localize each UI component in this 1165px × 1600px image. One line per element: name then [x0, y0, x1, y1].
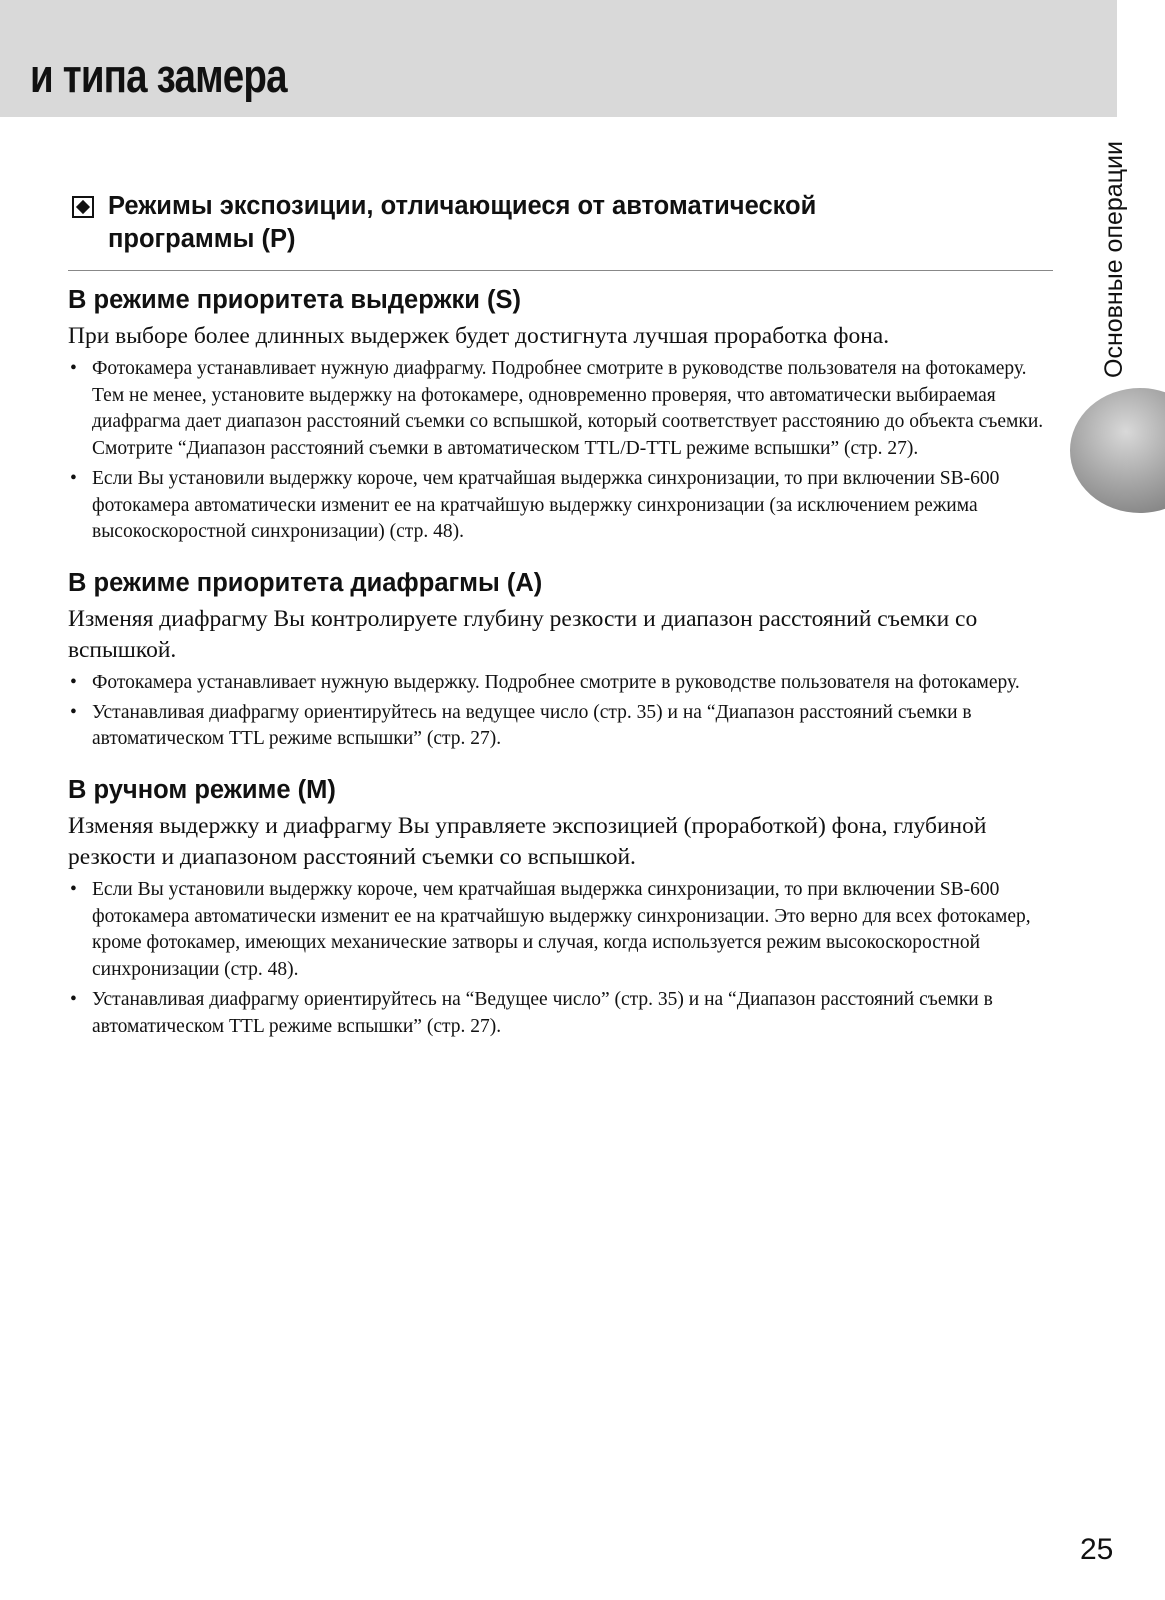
page-number: 25 — [1080, 1533, 1114, 1566]
section-title: В режиме приоритета выдержки (S) — [68, 286, 522, 314]
list-item: • Устанавливая диафрагму ориентируйтесь на ведущее число (стр. 35) и на “Диапазон расстояний съемки в автоматическом TTL режиме вспышки” (стр. 27). — [68, 700, 1053, 753]
section-title: В режиме приоритета диафрагмы (A) — [68, 568, 543, 597]
note-heading-line2: программы (P) — [108, 225, 296, 253]
section-manual-mode — [68, 773, 1053, 1040]
section-shutter-priority — [68, 283, 1053, 546]
section-title: В ручном режиме (M) — [68, 776, 336, 805]
list-item: • Если Вы установили выдержку короче, чем кратчайшая выдержка синхронизации, то при включении SB-600 фотокамера автоматически изменит ее на кратчайшую выдержку синхронизации (за исключением режима высокоскоростной синхронизации) (стр. 48). — [68, 466, 1053, 546]
page-content — [68, 190, 1053, 1043]
section-intro: При выборе более длинных выдержек будет достигнута лучшая проработка фона. — [68, 323, 890, 349]
list-item: • Устанавливая диафрагму ориентируйтесь на “Ведущее число” (стр. 35) и на “Диапазон расстояний съемки в автоматическом TTL режиме вспышки” (стр. 27). — [68, 987, 1053, 1040]
section-intro: Изменяя выдержку и диафрагму Вы управляете экспозицией (проработкой) фона, глубиной резкости и диапазоном расстояний съемки со вспышкой. — [68, 813, 987, 871]
section-aperture-priority — [68, 566, 1053, 753]
bullet-list — [68, 356, 1053, 546]
section-intro: Изменяя диафрагму Вы контролируете глубину резкости и диапазон расстояний съемки со вспышкой. — [68, 605, 978, 663]
divider — [68, 270, 1053, 271]
list-item: • Если Вы установили выдержку короче, чем кратчайшая выдержка синхронизации, то при включении SB-600 фотокамера автоматически изменит ее на кратчайшую выдержку синхронизации. Это верно для всех фотокамер, кроме фотокамер, имеющих механические затворы и случая, когда используется режим высокоскоростной синхронизации (стр. 48). — [68, 877, 1053, 984]
page-title: и типа замера — [30, 49, 287, 102]
bullet-list — [68, 877, 1053, 1040]
list-item: • Фотокамера устанавливает нужную выдержку. Подробнее смотрите в руководстве пользователя на фотокамеру. — [68, 670, 1053, 697]
side-tab-marker — [1070, 388, 1165, 513]
note-icon — [72, 196, 94, 218]
side-tab-label: Основные операции — [1100, 141, 1128, 378]
note-heading-line1: Режимы экспозиции, отличающиеся от автоматической — [108, 192, 817, 220]
note-heading — [68, 190, 1053, 256]
list-item: • Фотокамера устанавливает нужную диафрагму. Подробнее смотрите в руководстве пользователя на фотокамеру. Тем не менее, установите выдержку на фотокамере, одновременно проверяя, что автоматически выбираемая диафрагма дает диапазон расстояний съемки со вспышкой, который соответствует расстоянию до объекта съемки. Смотрите “Диапазон расстояний съемки в автоматическом TTL/D-TTL режиме вспышки” (стр. 27). — [68, 356, 1053, 463]
bullet-list — [68, 670, 1053, 753]
